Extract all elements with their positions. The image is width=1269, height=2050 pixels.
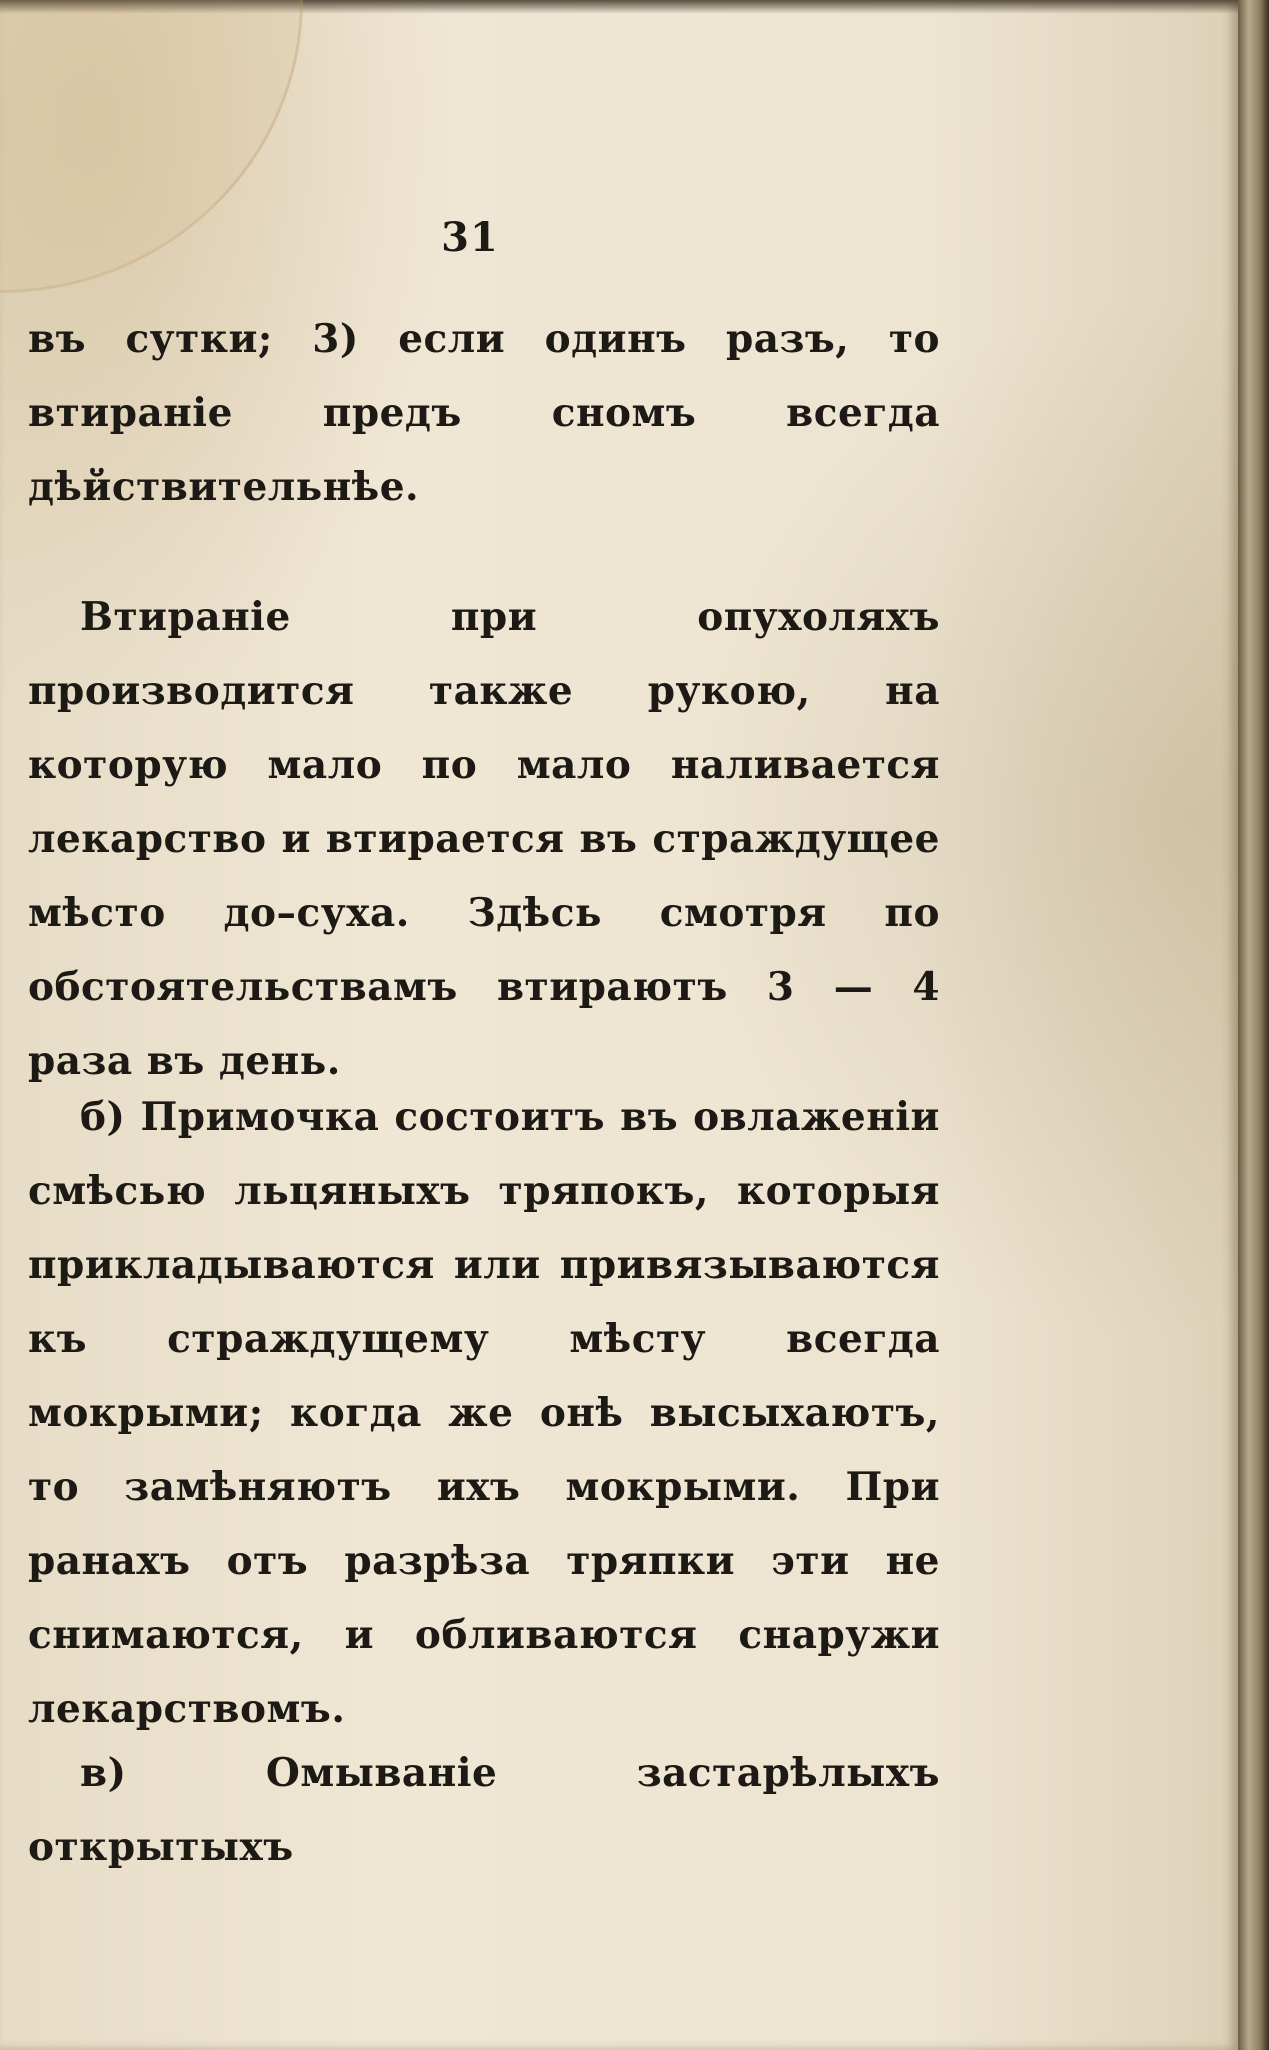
text-block-1: [28, 302, 940, 524]
paragraph-compress: б) Примочка состоитъ въ овлаженіи смѣсью льцяныхъ тряпокъ, которыя прикладываются или привязываются къ страждущему мѣсту всегда мокрыми; когда же онѣ высыхаютъ, то замѣняютъ ихъ мокрыми. При ранахъ отъ разрѣза тряпки эти не снимаются, и обливаются снаружи лекарствомъ.: [28, 1094, 940, 1732]
paragraph-rubbing: Втираніе при опухоляхъ производится также рукою, на которую мало по мало наливается лекарство и втирается въ страждущее мѣсто до–суха. Здѣсь смотря по обстоятельствамъ втираютъ 3 — 4 раза въ день.: [28, 594, 940, 1084]
text-block-3: [28, 1080, 940, 1746]
text-block-4: [28, 1736, 940, 1884]
paragraph-washing: в) Омываніе застарѣлыхъ открытыхъ: [28, 1750, 940, 1870]
paragraph-continuation: въ сутки; 3) если одинъ разъ, то втираніе предъ сномъ всегда дѣйствительнѣе.: [28, 316, 940, 510]
page-number: 31: [441, 214, 499, 261]
text-block-2: [28, 580, 940, 1098]
book-edge: [1238, 0, 1269, 2050]
